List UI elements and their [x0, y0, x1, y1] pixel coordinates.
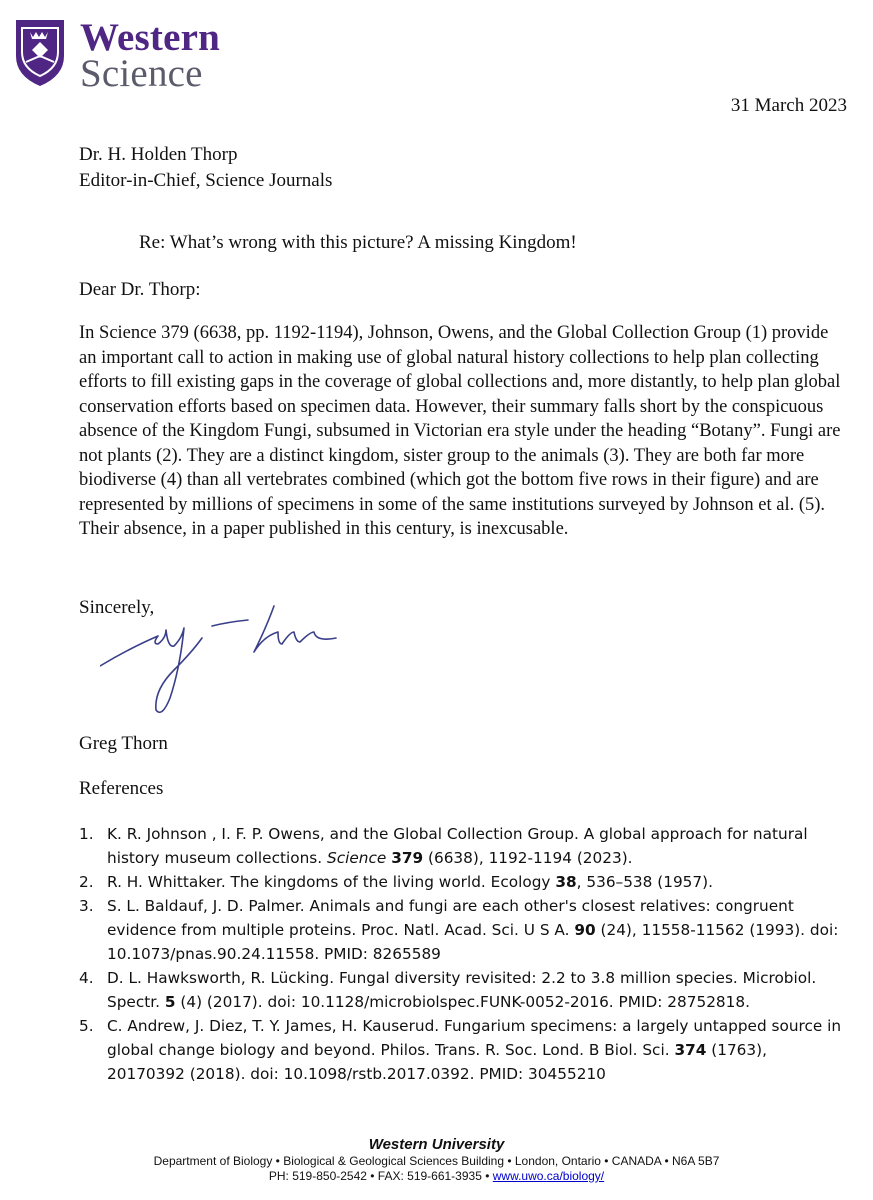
reference-item: 3. S. L. Baldauf, J. D. Palmer. Animals and fungi are each other's closest relatives: congruent evidence from multiple proteins. Proc. Natl. Acad. Sci. U S A. 90 (24), 11558-11562 (1993). doi: 10.1073/pnas.90.24.11558. PMID: 8265589 [79, 897, 839, 963]
reference-item: 1. K. R. Johnson , I. F. P. Owens, and the Global Collection Group. A global approach for natural history museum collections. Science 379 (6638), 1192-1194 (2023). [79, 825, 808, 867]
handwritten-signature [100, 598, 340, 723]
recipient-block [79, 142, 332, 194]
letter-body: In Science 379 (6638, pp. 1192-1194), Johnson, Owens, and the Global Collection Group (1) provide an important call to action in making use of global natural history collections to help plan collecting efforts to fill existing gaps in the coverage of global collections and, more distantly, to help plan global conservation efforts based on specimen data. However, their summary falls short by the conspicuous absence of the Kingdom Fungi, subsumed in Victorian era style under the heading “Botany”. Fungi are not plants (2). They are a distinct kingdom, sister group to the animals (3). They are both far more biodiverse (4) than all vertebrates combined (which got the bottom five rows in their figure) and are represented by millions of specimens in some of the same institutions surveyed by Johnson et al. (5). Their absence, in a paper published in this century, is inexcusable. [79, 323, 841, 539]
reference-item: 2. R. H. Whittaker. The kingdoms of the living world. Ecology 38, 536–538 (1957). [79, 873, 713, 891]
recipient-name: Dr. H. Holden Thorp [79, 144, 238, 165]
signer-name: Greg Thorn [79, 733, 168, 754]
logo-wordmark-science: Science [80, 52, 203, 95]
recipient-title: Editor-in-Chief, Science Journals [79, 170, 333, 191]
footer-website-link[interactable]: www.uwo.ca/biology/ [492, 1169, 605, 1183]
reference-list [79, 822, 849, 1086]
references-heading: References [79, 778, 164, 799]
footer-contact: PH: 519-850-2542 • FAX: 519-661-3935 • www.uwo.ca/biology/ [268, 1169, 605, 1183]
reference-item: 4. D. L. Hawksworth, R. Lücking. Fungal diversity revisited: 2.2 to 3.8 million species. Microbiol. Spectr. 5 (4) (2017). doi: 10.1128/microbiolspec.FUNK-0052-2016. PMID: 28752818. [79, 969, 817, 1011]
salutation: Dear Dr. Thorp: [79, 279, 201, 300]
western-science-logo [12, 12, 242, 95]
closing: Sincerely, [79, 597, 155, 618]
letter-date: 31 March 2023 [730, 95, 847, 116]
footer-institution: Western University [368, 1136, 505, 1153]
logo-wordmark-western: Western [80, 16, 221, 59]
footer-address: Department of Biology • Biological & Geological Sciences Building • London, Ontario • CANADA • N6A 5B7 [153, 1154, 720, 1168]
reference-item: 5. C. Andrew, J. Diez, T. Y. James, H. Kauserud. Fungarium specimens: a largely untapped source in global change biology and beyond. Philos. Trans. R. Soc. Lond. B Biol. Sci. 374 (1763), 20170392 (2018). doi: 10.1098/rstb.2017.0392. PMID: 30455210 [79, 1017, 842, 1083]
letterhead-footer [0, 1136, 873, 1184]
crest-icon [12, 16, 68, 88]
subject-line: Re: What’s wrong with this picture? A missing Kingdom! [139, 232, 577, 253]
